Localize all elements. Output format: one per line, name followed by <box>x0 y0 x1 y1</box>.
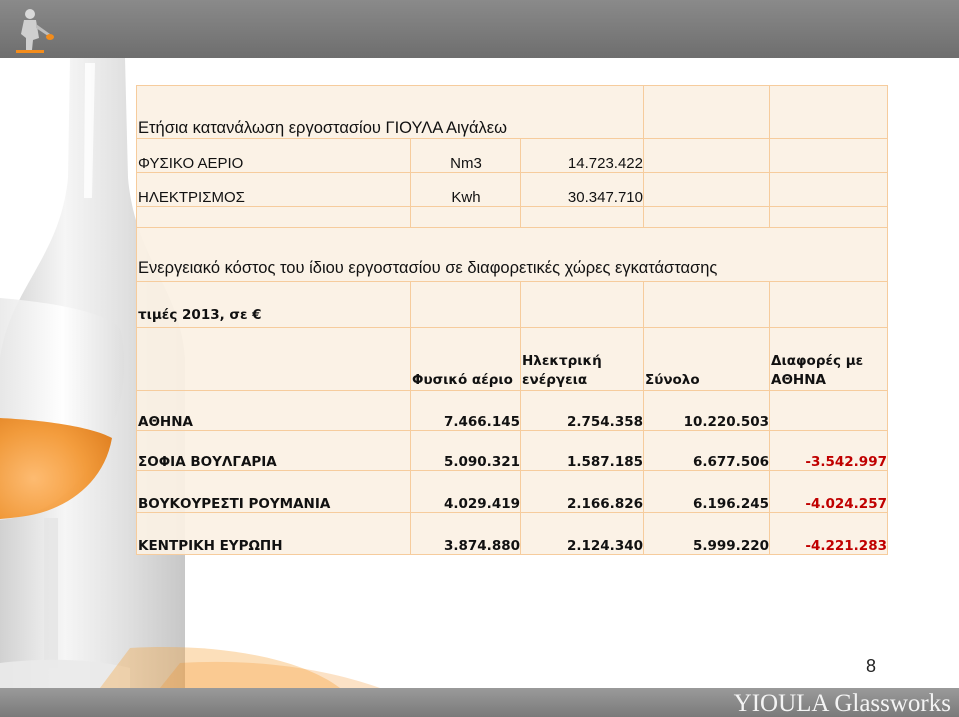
row-total-cost: 10.220.503 <box>644 391 770 431</box>
row-difference: -3.542.997 <box>770 431 888 471</box>
empty-cell <box>644 282 770 328</box>
energy-cost-table <box>136 85 888 555</box>
price-note: τιμές 2013, σε € <box>137 282 411 328</box>
row-difference: -4.024.257 <box>770 471 888 513</box>
empty-cell <box>770 173 888 207</box>
consumption-value-gas: 14.723.422 <box>521 139 644 173</box>
row-electricity-cost: 2.166.826 <box>521 471 644 513</box>
header-total: Σύνολο <box>644 328 770 391</box>
header-natural-gas: Φυσικό αέριο <box>411 328 521 391</box>
row-gas-cost: 5.090.321 <box>411 431 521 471</box>
row-location: ΚΕΝΤΡΙΚΗ ΕΥΡΩΠΗ <box>137 513 411 555</box>
row-electricity-cost: 2.124.340 <box>521 513 644 555</box>
consumption-label-gas: ΦΥΣΙΚΟ ΑΕΡΙΟ <box>137 139 411 173</box>
row-gas-cost: 3.874.880 <box>411 513 521 555</box>
empty-cell <box>770 86 888 139</box>
empty-cell <box>770 207 888 228</box>
empty-cell <box>411 207 521 228</box>
header-electricity: Ηλεκτρική ενέργεια <box>521 328 644 391</box>
row-electricity-cost: 1.587.185 <box>521 431 644 471</box>
empty-cell <box>521 207 644 228</box>
bottom-bar <box>0 688 959 717</box>
consumption-unit-electricity: Kwh <box>411 173 521 207</box>
row-electricity-cost: 2.754.358 <box>521 391 644 431</box>
row-gas-cost: 7.466.145 <box>411 391 521 431</box>
empty-cell <box>770 139 888 173</box>
table-title: Ετήσια κατανάλωση εργοστασίου ΓΙΟΥΛΑ Αιγάλεω <box>137 86 644 139</box>
empty-cell <box>644 207 770 228</box>
row-difference: -4.221.283 <box>770 513 888 555</box>
empty-header-cell <box>137 328 411 391</box>
consumption-unit-gas: Nm3 <box>411 139 521 173</box>
row-total-cost: 6.196.245 <box>644 471 770 513</box>
consumption-value-electricity: 30.347.710 <box>521 173 644 207</box>
glassblower-logo-icon <box>6 4 58 56</box>
row-location: ΑΘΗΝΑ <box>137 391 411 431</box>
brand-logo: YIOULA Glassworks <box>733 690 951 717</box>
row-location: ΒΟΥΚΟΥΡΕΣΤΙ ΡΟΥΜΑΝΙΑ <box>137 471 411 513</box>
empty-cell <box>137 207 411 228</box>
empty-cell <box>770 282 888 328</box>
row-total-cost: 6.677.506 <box>644 431 770 471</box>
table-subtitle: Ενεργειακό κόστος του ίδιου εργοστασίου σε διαφορετικές χώρες εγκατάστασης <box>137 228 888 282</box>
empty-cell <box>644 173 770 207</box>
row-difference <box>770 391 888 431</box>
empty-cell <box>411 282 521 328</box>
top-bar <box>0 0 959 58</box>
row-location: ΣΟΦΙΑ ΒΟΥΛΓΑΡΙΑ <box>137 431 411 471</box>
row-total-cost: 5.999.220 <box>644 513 770 555</box>
empty-cell <box>644 86 770 139</box>
empty-cell <box>521 282 644 328</box>
consumption-label-electricity: ΗΛΕΚΤΡΙΣΜΟΣ <box>137 173 411 207</box>
row-gas-cost: 4.029.419 <box>411 471 521 513</box>
page-number: 8 <box>866 656 877 676</box>
empty-cell <box>644 139 770 173</box>
header-difference: Διαφορές με ΑΘΗΝΑ <box>770 328 888 391</box>
